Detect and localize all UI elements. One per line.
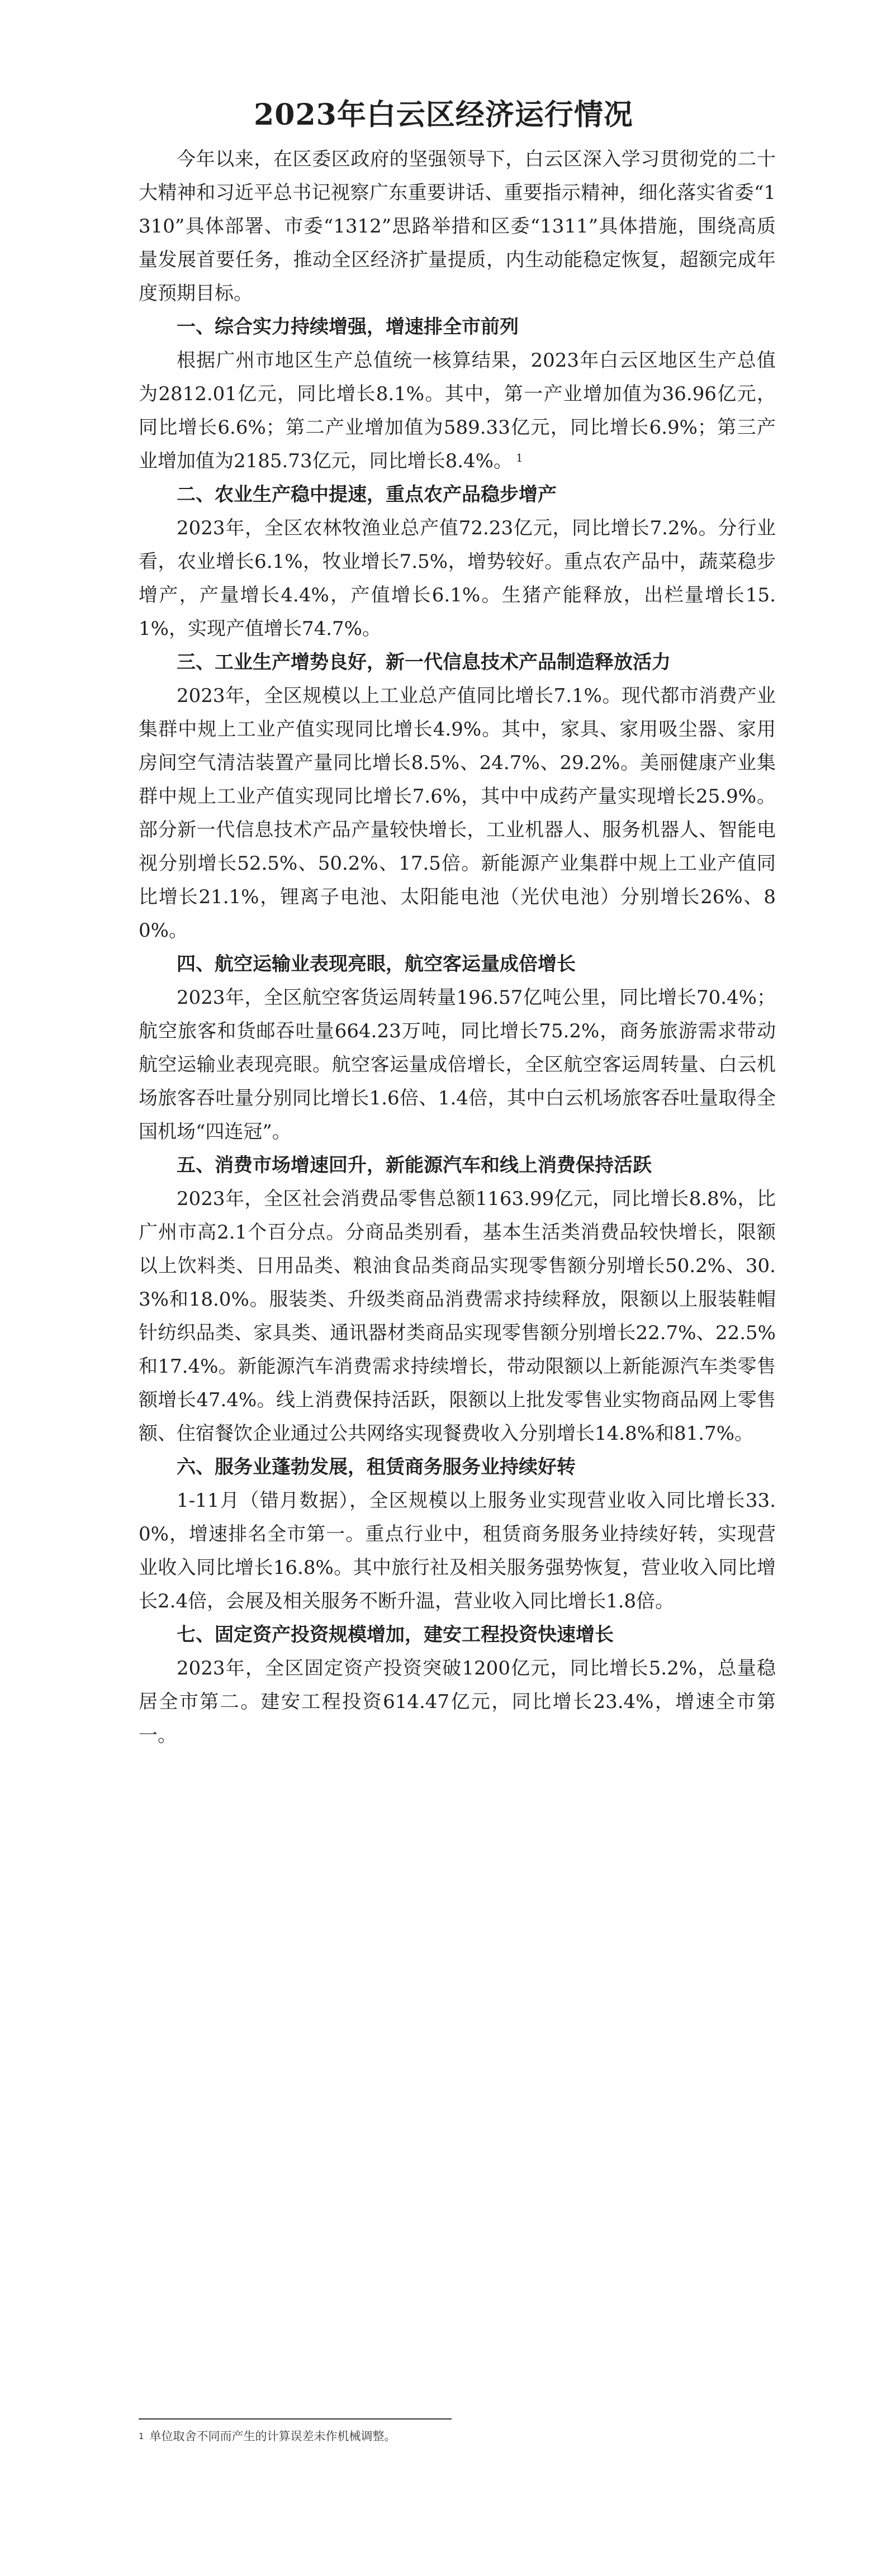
- section-6: [139, 1450, 776, 1618]
- section-paragraph: 2023年，全区航空客货运周转量196.57亿吨公里，同比增长70.4%；航空旅客和货邮吞吐量664.23万吨，同比增长75.2%，商务旅游需求带动航空运输业表现亮眼。航空客运量成倍增长，全区航空客运周转量、白云机场旅客吞吐量分别同比增长1.6倍、1.4倍，其中白云机场旅客吞吐量取得全国机场“四连冠”。: [139, 986, 776, 1143]
- footnote-divider: [139, 2418, 452, 2420]
- section-heading: 二、农业生产稳中提速，重点农产品稳步增产: [177, 483, 557, 506]
- section-paragraph: 2023年，全区社会消费品零售总额1163.99亿元，同比增长8.8%，比广州市高2.1个百分点。分商品类别看，基本生活类消费品较快增长，限额以上饮料类、日用品类、粮油食品类商品实现零售额分别增长50.2%、30.3%和18.0%。服装类、升级类商品消费需求持续释放，限额以上服装鞋帽针纺织品类、家具类、通讯器材类商品实现零售额分别增长22.7%、22.5%和17.4%。新能源汽车消费需求持续增长，带动限额以上新能源汽车类零售额增长47.4%。线上消费保持活跃，限额以上批发零售业实物商品网上零售额、住宿餐饮企业通过公共网络实现餐费收入分别增长14.8%和81.7%。: [139, 1188, 776, 1445]
- section-1: [139, 310, 776, 478]
- section-paragraph: 2023年，全区农林牧渔业总产值72.23亿元，同比增长7.2%。分行业看，农业增长6.1%，牧业增长7.5%，增势较好。重点农产品中，蔬菜稳步增产，产量增长4.4%，产值增长6.1%。生猪产能释放，出栏量增长15.1%，实现产值增长74.7%。: [139, 517, 776, 640]
- section-3: [139, 646, 776, 947]
- section-heading: 五、消费市场增速回升，新能源汽车和线上消费保持活跃: [177, 1154, 652, 1176]
- section-7: [139, 1618, 776, 1752]
- section-5: [139, 1149, 776, 1450]
- section-paragraph: [139, 344, 776, 478]
- section-heading: 七、固定资产投资规模增加，建安工程投资快速增长: [177, 1624, 614, 1646]
- document-body: [139, 143, 776, 1752]
- section-heading: 四、航空运输业表现亮眼，航空客运量成倍增长: [177, 953, 576, 975]
- footnote-mark: 1: [139, 2431, 144, 2441]
- section-heading: 一、综合实力持续增强，增速排全市前列: [177, 316, 519, 338]
- section-text: 根据广州市地区生产总值统一核算结果，2023年白云区地区生产总值为2812.01亿元，同比增长8.1%。其中，第一产业增加值为36.96亿元，同比增长6.6%；第二产业增加值为589.33亿元，同比增长6.9%；第三产业增加值为2185.73亿元，同比增长8.4%。: [139, 349, 776, 472]
- footnote-reference: 1: [515, 451, 523, 464]
- section-paragraph: 2023年，全区固定资产投资突破1200亿元，同比增长5.2%，总量稳居全市第二。建安工程投资614.47亿元，同比增长23.4%，增速全市第一。: [139, 1657, 776, 1747]
- section-paragraph: 1-11月（错月数据），全区规模以上服务业实现营业收入同比增长33.0%，增速排名全市第一。重点行业中，租赁商务服务业持续好转，实现营业收入同比增长16.8%。其中旅行社及相关服务强势恢复，营业收入同比增长2.4倍，会展及相关服务不断升温，营业收入同比增长1.8倍。: [139, 1489, 776, 1612]
- section-paragraph: 2023年，全区规模以上工业总产值同比增长7.1%。现代都市消费产业集群中规上工业产值实现同比增长4.9%。其中，家具、家用吸尘器、家用房间空气清洁装置产量同比增长8.5%、24.7%、29.2%。美丽健康产业集群中规上工业产值实现同比增长7.6%，其中中成药产量实现增长25.9%。部分新一代信息技术产品产量较快增长，工业机器人、服务机器人、智能电视分别增长52.5%、50.2%、17.5倍。新能源产业集群中规上工业产值同比增长21.1%，锂离子电池、太阳能电池（光伏电池）分别增长26%、80%。: [139, 685, 776, 942]
- section-4: [139, 947, 776, 1149]
- intro-paragraph: 今年以来，在区委区政府的坚强领导下，白云区深入学习贯彻党的二十大精神和习近平总书记视察广东重要讲话、重要指示精神，细化落实省委“1310”具体部署、市委“1312”思路举措和区委“1311”具体措施，围绕高质量发展首要任务，推动全区经济扩量提质，内生动能稳定恢复，超额完成年度预期目标。: [139, 148, 776, 305]
- footnote: [139, 2428, 396, 2445]
- section-heading: 三、工业生产增势良好，新一代信息技术产品制造释放活力: [177, 651, 671, 673]
- document-title: 2023年白云区经济运行情况: [254, 97, 633, 132]
- section-heading: 六、服务业蓬勃发展，租赁商务服务业持续好转: [177, 1456, 576, 1478]
- section-2: [139, 478, 776, 646]
- footnote-text: 单位取舍不同而产生的计算误差未作机械调整。: [149, 2430, 396, 2443]
